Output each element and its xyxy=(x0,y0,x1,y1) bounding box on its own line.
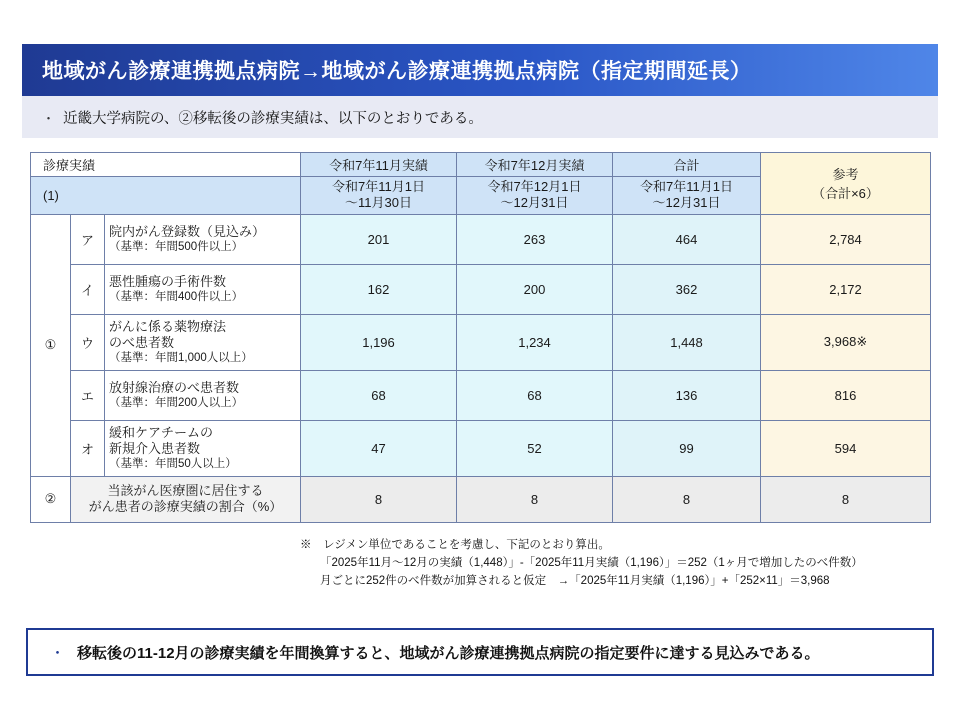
footnote-line-1: ※ レジメン単位であることを考慮し、下記のとおり算出。 xyxy=(300,539,610,551)
header-dec-period xyxy=(457,177,613,215)
row-o-total: 99 xyxy=(613,420,761,476)
row-kana-o: オ xyxy=(71,420,105,476)
row-group-2-label: ② xyxy=(31,476,71,522)
row-label-o xyxy=(105,420,301,476)
row-u-total: 1,448 xyxy=(613,314,761,370)
row-label-a xyxy=(105,214,301,264)
header-total-period xyxy=(613,177,761,215)
conclusion-bullet-icon: ・ xyxy=(50,644,66,662)
row-kana-u: ウ xyxy=(71,314,105,370)
header-reference-line1: 参考 xyxy=(832,167,859,183)
row-o-dec: 52 xyxy=(457,420,613,476)
row-label-e-line2: （基準：年間200人以上） xyxy=(109,396,244,409)
row-u-nov: 1,196 xyxy=(301,314,457,370)
header-nov-period-line2: ～11月30日 xyxy=(345,195,412,211)
row-label-u-line3: （基準：年間1,000人以上） xyxy=(109,352,253,365)
row-e-nov: 68 xyxy=(301,370,457,420)
row-label-o-line1: 緩和ケアチームの xyxy=(109,424,214,440)
row-o-nov: 47 xyxy=(301,420,457,476)
table-row xyxy=(31,476,931,522)
row-i-dec: 200 xyxy=(457,264,613,314)
performance-table xyxy=(30,152,931,523)
header-total-period-line1: 令和7年11月1日 xyxy=(640,179,733,194)
row-kana-i: イ xyxy=(71,264,105,314)
subheader-band xyxy=(22,96,938,138)
row-e-dec: 68 xyxy=(457,370,613,420)
row-e-ref: 816 xyxy=(761,370,931,420)
row-label-i-line2: （基準：年間400件以上） xyxy=(109,290,244,303)
row-label-u-line2: のべ患者数 xyxy=(109,334,175,350)
header-dec-period-line1: 令和7年12月1日 xyxy=(487,179,582,194)
row-label-ratio-line1: 当該がん医療圏に居住する xyxy=(107,482,264,498)
row-label-u xyxy=(105,314,301,370)
header-total: 合計 xyxy=(613,153,761,177)
header-nov-period-line1: 令和7年11月1日 xyxy=(332,179,425,194)
row-label-i-line1: 悪性腫瘍の手術件数 xyxy=(109,273,227,289)
slide-title-bar xyxy=(22,44,938,96)
performance-table-wrap xyxy=(30,152,930,523)
header-reference-line2: （合計×6） xyxy=(812,186,879,202)
footnote xyxy=(300,537,940,590)
header-dec-period-line2: ～12月31日 xyxy=(500,195,569,211)
row-i-nov: 162 xyxy=(301,264,457,314)
row-group-1-label: ① xyxy=(31,214,71,476)
conclusion-text: 移転後の11-12月の診療実績を年間換算すると、地域がん診療連携拠点病院の指定要件に達する見込みである。 xyxy=(77,644,820,662)
row-label-ratio-line2: がん患者の診療実績の割合（%） xyxy=(88,499,283,514)
row-kana-a: ア xyxy=(71,214,105,264)
table-row xyxy=(31,264,931,314)
row-u-ref: 3,968※ xyxy=(761,314,931,370)
header-dec: 令和7年12月実績 xyxy=(457,153,613,177)
row-ratio-dec: 8 xyxy=(457,476,613,522)
row-label-u-line1: がんに係る薬物療法 xyxy=(109,318,227,334)
header-nov: 令和7年11月実績 xyxy=(301,153,457,177)
header-reference xyxy=(761,153,931,215)
row-e-total: 136 xyxy=(613,370,761,420)
page-title: 地域がん診療連携拠点病院→地域がん診療連携拠点病院（指定期間延長） xyxy=(42,60,752,83)
row-a-dec: 263 xyxy=(457,214,613,264)
row-kana-e: エ xyxy=(71,370,105,420)
row-i-total: 362 xyxy=(613,264,761,314)
footnote-line-3: 月ごとに252件のべ件数が加算されると仮定 →「2025年11月実績（1,196）」+「252×11」＝3,968 xyxy=(320,574,830,587)
row-i-ref: 2,172 xyxy=(761,264,931,314)
header-nov-period xyxy=(301,177,457,215)
row-a-total: 464 xyxy=(613,214,761,264)
row-label-i xyxy=(105,264,301,314)
row-label-o-line2: 新規介入患者数 xyxy=(109,440,201,456)
header-section-number: (1) xyxy=(31,177,301,215)
row-o-ref: 594 xyxy=(761,420,931,476)
table-header-row-1 xyxy=(31,153,931,177)
subheader-text: 近畿大学病院の、②移転後の診療実績は、以下のとおりである。 xyxy=(63,110,483,127)
table-row xyxy=(31,420,931,476)
row-ratio-ref: 8 xyxy=(761,476,931,522)
row-label-a-line2: （基準：年間500件以上） xyxy=(109,240,244,253)
row-u-dec: 1,234 xyxy=(457,314,613,370)
row-label-e-line1: 放射線治療のべ患者数 xyxy=(109,379,240,395)
row-label-ratio xyxy=(71,476,301,522)
row-label-e xyxy=(105,370,301,420)
row-a-ref: 2,784 xyxy=(761,214,931,264)
subheader-bullet-icon: ・ xyxy=(42,110,56,126)
row-a-nov: 201 xyxy=(301,214,457,264)
table-row xyxy=(31,214,931,264)
header-performance-label: 診療実績 xyxy=(31,153,301,177)
row-label-a-line1: 院内がん登録数（見込み） xyxy=(109,223,266,239)
table-row xyxy=(31,370,931,420)
row-ratio-nov: 8 xyxy=(301,476,457,522)
row-ratio-total: 8 xyxy=(613,476,761,522)
footnote-line-2: 「2025年11月～12月の実績（1,448）」-「2025年11月実績（1,196）」＝252（1ヶ月で増加したのべ件数） xyxy=(320,556,863,569)
conclusion-box xyxy=(26,628,934,676)
header-total-period-line2: ～12月31日 xyxy=(652,195,721,211)
table-row xyxy=(31,314,931,370)
row-label-o-line3: （基準：年間50人以上） xyxy=(109,458,237,471)
